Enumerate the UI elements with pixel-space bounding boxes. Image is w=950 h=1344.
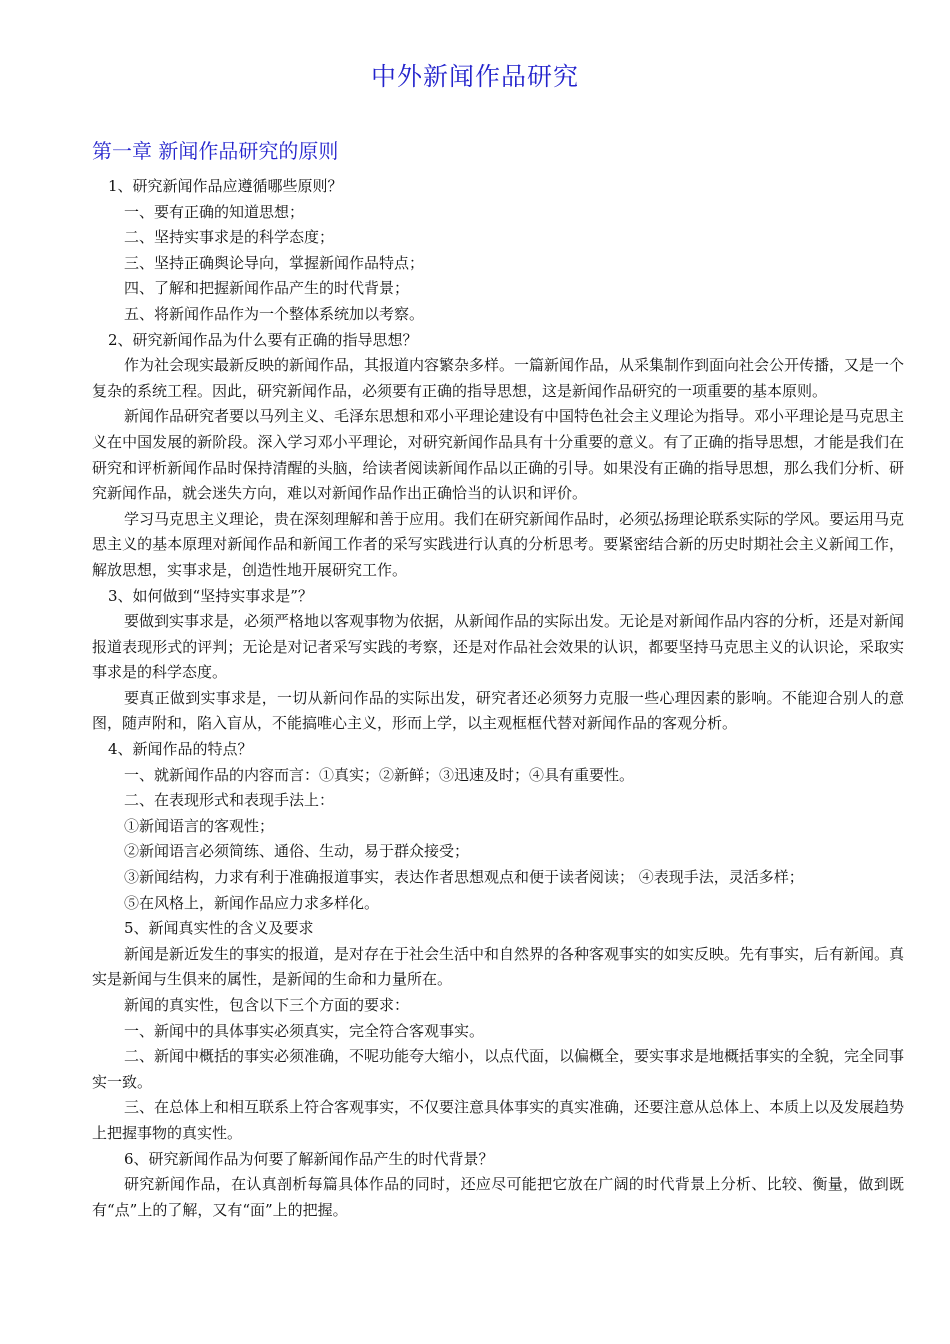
- paragraph: 4、新闻作品的特点？: [108, 740, 253, 759]
- paragraph: 作为社会现实最新反映的新闻作品，其报道内容繁杂多样。一篇新闻作品，从采集制作到面向社会公开传播，又是一个复杂的系统工程。因此，研究新闻作品，必须要有正确的指导思想，这是新闻作品研究的一项重要的基本原则。: [92, 356, 905, 400]
- paragraph: 二、新闻中概括的事实必须准确，不呢功能夸大缩小，以点代面，以偏概全，要实事求是地概括事实的全貌，完全同事实一致。: [92, 1047, 905, 1091]
- document-body: [92, 174, 904, 1223]
- paragraph: 一、新闻中的具体事实必须真实，完全符合客观事实。: [124, 1021, 485, 1040]
- paragraph: 6、研究新闻作品为何要了解新闻作品产生的时代背景？: [124, 1149, 494, 1168]
- paragraph: 三、在总体上和相互联系上符合客观事实，不仅要注意具体事实的真实准确，还要注意从总体上、本质上以及发展趋势上把握事物的真实性。: [92, 1098, 905, 1142]
- paragraph: 新闻作品研究者要以马列主义、毛泽东思想和邓小平理论建设有中国特色社会主义理论为指导。邓小平理论是马克思主义在中国发展的新阶段。深入学习邓小平理论，对研究新闻作品具有十分重要的意义。有了正确的指导思想，才能是我们在研究和评析新闻作品时保持清醒的头脑，给读者阅读新闻作品以正确的引导。如果没有正确的指导思想，那么我们分析、研究新闻作品，就会迷失方向，难以对新闻作品作出正确恰当的认识和评价。: [92, 407, 905, 503]
- paragraph: ②新闻语言必须简练、通俗、生动，易于群众接受；: [124, 842, 470, 861]
- paragraph: 五、将新闻作品作为一个整体系统加以考察。: [124, 304, 425, 323]
- paragraph: 研究新闻作品，在认真剖析每篇具体作品的同时，还应尽可能把它放在广阔的时代背景上分析、比较、衡量，做到既有“点”上的了解，又有“面”上的把握。: [92, 1175, 904, 1219]
- paragraph: 二、在表现形式和表现手法上：: [124, 791, 335, 810]
- paragraph: 三、坚持正确舆论导向，掌握新闻作品特点；: [124, 253, 425, 272]
- paragraph: 3、如何做到“坚持实事求是”？: [108, 586, 313, 605]
- paragraph: 新闻是新近发生的事实的报道，是对存在于社会生活中和自然界的各种客观事实的如实反映。先有事实，后有新闻。真实是新闻与生俱来的属性，是新闻的生命和力量所在。: [92, 944, 905, 989]
- paragraph: 一、要有正确的知道思想；: [124, 202, 305, 221]
- paragraph: 二、坚持实事求是的科学态度；: [124, 228, 335, 247]
- document-title: 中外新闻作品研究: [370, 62, 579, 91]
- paragraph: 5、新闻真实性的含义及要求: [124, 919, 314, 938]
- chapter-heading: 第一章 新闻作品研究的原则: [92, 139, 339, 163]
- paragraph: ⑤在风格上，新闻作品应力求多样化。: [124, 893, 380, 912]
- paragraph: ③新闻结构，力求有利于准确报道事实，表达作者思想观点和便于读者阅读； ④表现手法，灵活多样；: [124, 868, 804, 887]
- paragraph: 2、研究新闻作品为什么要有正确的指导思想？: [108, 330, 418, 349]
- paragraph: ①新闻语言的客观性；: [124, 816, 275, 835]
- paragraph: 学习马克思主义理论，贵在深刻理解和善于应用。我们在研究新闻作品时，必须弘扬理论联系实际的学风。要运用马克思主义的基本原理对新闻作品和新闻工作者的采写实践进行认真的分析思考。要紧密结合新的历史时期社会主义新闻工作，解放思想，实事求是，创造性地开展研究工作。: [92, 509, 905, 579]
- paragraph: 1、研究新闻作品应遵循哪些原则？: [108, 177, 343, 195]
- paragraph: 新闻的真实性，包含以下三个方面的要求：: [124, 996, 410, 1014]
- paragraph: 四、了解和把握新闻作品产生的时代背景；: [124, 279, 410, 298]
- paragraph: 要做到实事求是，必须严格地以客观事物为依据，从新闻作品的实际出发。无论是对新闻作品内容的分析，还是对新闻报道表现形式的评判；无论是对记者采写实践的考察，还是对作品社会效果的认识，都要坚持马克思主义的认识论，采取实事求是的科学态度。: [92, 612, 905, 682]
- paragraph: 要真正做到实事求是，一切从新问作品的实际出发，研究者还必须努力克服一些心理因素的影响。不能迎合别人的意图，随声附和，陷入盲从，不能搞唯心主义，形而上学，以主观框框代替对新闻作品的客观分析。: [92, 688, 904, 733]
- paragraph: 一、就新闻作品的内容而言：①真实；②新鲜；③迅速及时；④具有重要性。: [124, 765, 635, 784]
